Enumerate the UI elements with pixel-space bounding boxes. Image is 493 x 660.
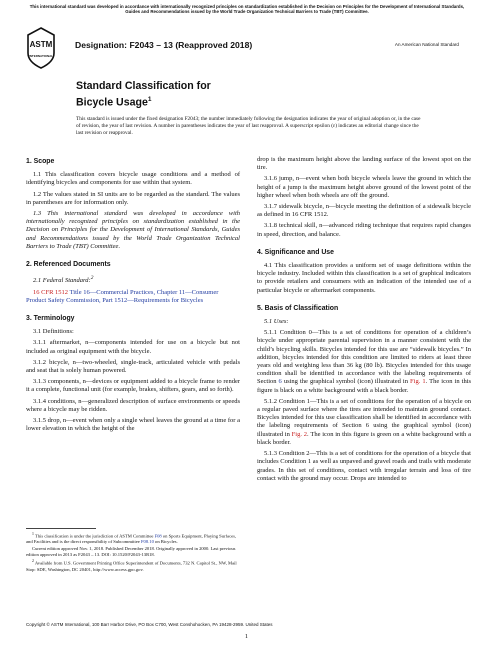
section-heading-significance: 4. Significance and Use: [257, 248, 334, 256]
footnote-link-f0810[interactable]: F08.10: [140, 539, 154, 545]
reference-link-16cfr1512[interactable]: 16 CFR 1512: [33, 288, 69, 296]
wto-notice: This international standard was developed in accordance with internationally recognized principles on standardization established in the Decision on Principles for the Development of International Standards, Guides and Recommendations issued by the World Trade Organization Technical Barriers to Trade (TBT) Committee.: [29, 4, 465, 15]
designation: [75, 40, 252, 50]
logo-subtext: INTERNATIONAL: [28, 54, 54, 58]
definition-jump: 3.1.6 jump, n—event when both bicycle wheels leave the ground in which the height of a jump is the maximum height above ground of the lowest point of the higher wheel when both wheels are off the ground.: [257, 175, 471, 199]
page-number: 1: [244, 633, 249, 640]
section-6-link[interactable]: 6: [278, 378, 282, 386]
footnote-1-text-b: on Sports Equipment, Playing Surfaces, and Facilities and is the direct responsibility of Subcommittee: [26, 533, 237, 545]
publisher-line: An American National Standard: [394, 42, 459, 47]
paragraph-4-1: 4.1 This classification provides a uniform set of usage definitions within the bicycle industry. Included within this classification is a set of graphical indicators to provide retailers and consumers with an indication of the intended use of a particular bicycle or aftermarket components.: [257, 262, 471, 294]
condition-0-text-b: using the graphical symbol (icon) illustrated in: [283, 378, 408, 386]
footnote-1-text-a: This classification is under the jurisdiction of ASTM Committee: [35, 533, 154, 539]
section-heading-scope: 1. Scope: [26, 158, 55, 165]
footnotes: [26, 532, 240, 574]
paragraph-2-1: 2.1 Federal Standard:: [33, 277, 91, 285]
condition-0-text-a: 5.1.1 Condition 0—This is a set of conditions for operation of a children’s bicycle under appropriate parental supervision in a manner consistent with the child’s bicycling skills. Bicycles intended for this use are “sidewalk bicycles.” In addition, bicycles intended for this condition are limited to riders at least three years old and weighing less than 36 kg (80 lb). Bicycles intended for this usage condition shall be identified in accordance with the labeling requirements of Section: [257, 329, 471, 386]
copyright-footer: Copyright © ASTM International, 100 Barr Harbor Drive, PO Box C700, West Conshohocken, PA 19428-2959. United States: [26, 622, 273, 627]
footnote-1: $^1$ This classification is under the jurisdiction of ASTM Committee F08 on Sports Equipment, Playing Surfaces, and Facilities and is the direct responsibility of Subcommittee F08.10 on Bicycles.: [26, 532, 237, 545]
footnote-divider: [26, 528, 96, 529]
definition-technical-skill: 3.1.8 technical skill, n—advanced riding technique that requires rapid changes in speed, direction, and balance.: [257, 222, 471, 238]
condition-1-text-a: 5.1.2 Condition 1—This is a set of conditions for the operation of a bicycle on a regular paved surface where the tires are intended to maintain ground contact. Bicycles intended for this use classification shall be identified in accordance with the labeling requirements of Section 6 using the graphical symbol (icon) illustrated in: [257, 397, 471, 438]
definition-drop-continued: drop is the maximum height above the landing surface of the lowest spot on the tire.: [257, 156, 471, 172]
designation-number: F2043 – 13: [129, 40, 173, 50]
definition-sidewalk-bicycle: 3.1.7 sidewalk bicycle, n—bicycle meeting the definition of a sidewalk bicycle as defined in 16 CFR 1512.: [257, 203, 471, 219]
condition-2: 5.1.3 Condition 2—This is a set of conditions for the operation of a bicycle that includes Condition 1 as well as unpaved and gravel roads and trails with moderate grades. In this set of conditions, contact with irregular terrain and loss of tire contact with the ground may occur. Drops are intended to: [257, 450, 471, 482]
paragraph-5-1: 5.1 Uses:: [264, 318, 289, 326]
logo-text: ASTM: [29, 40, 53, 49]
reference-title[interactable]: Title 16—Commercial Practices, Chapter 11—Consumer Product Safety Commission, Part 1512—Requirements for Bicycles: [26, 288, 219, 304]
designation-reapproved: (Reapproved 2018): [175, 40, 253, 50]
left-column: [26, 158, 240, 436]
paragraph-1-2: 1.2 The values stated in SI units are to be regarded as the standard. The values in parentheses are for information only.: [26, 190, 240, 206]
paragraph-1-3: 1.3 This international standard was developed in accordance with internationally recognized principles on standardization established in the Decision on Principles for the Development of International Standards, Guides and Recommendations issued by the World Trade Organization Technical Barriers to Trade (TBT) Committee.: [26, 210, 240, 250]
footnote-mark-2[interactable]: 2: [90, 275, 94, 282]
definition-components: 3.1.3 components, n—devices or equipment added to a bicycle frame to render it a complete, functional unit (for example, brakes, shifters, gears, and so forth).: [26, 378, 240, 394]
condition-0: [257, 329, 471, 395]
footnote-1-current-edition: Current edition approved Nov. 1, 2018. Published December 2018. Originally approved in 2000. Last previous edition approved in 2013 as F2043 – 13. DOI: 10.1520/F2043-13R18.: [26, 546, 236, 558]
definition-drop: 3.1.5 drop, n—event when only a single wheel leaves the ground at a time for a lower elevation in which the height of the: [26, 417, 240, 433]
astm-international-logo: [26, 27, 56, 69]
footnote-2: $^2$ Available from U.S. Government Printing Office Superintendent of Documents, 732 N. Capitol St., NW, Mail Stop: SDE, Washington, DC 20401, http://www.access.gpo.gov.: [26, 559, 237, 572]
title-line-2: Bicycle Usage: [76, 96, 148, 109]
designation-label: Designation:: [75, 40, 128, 50]
definition-aftermarket: 3.1.1 aftermarket, n—components intended for use on a bicycle but not included as original equipment with the bicycle.: [26, 339, 240, 355]
section-heading-basis: 5. Basis of Classification: [257, 304, 339, 312]
footnote-link-f08[interactable]: F08: [154, 533, 162, 539]
document-title: [76, 80, 211, 110]
fig-1-link[interactable]: Fig. 1: [410, 378, 426, 386]
footnote-1-text-c: on Bicycles.: [155, 539, 178, 545]
section-heading-referenced-documents: 2. Referenced Documents: [26, 261, 111, 269]
condition-0-text-c: . The icon in this figure is black on a white background with a black border.: [257, 378, 472, 394]
title-line-1: Standard Classification for: [76, 80, 211, 92]
paragraph-1-1: 1.1 This classification covers bicycle usage conditions and a method of identifying bicycles and components for use within that system.: [26, 171, 240, 187]
definition-conditions: 3.1.4 conditions, n—generalized description of surface environments or speeds where a bicycle may be ridden.: [26, 397, 240, 413]
right-column: [257, 156, 471, 486]
title-footnote-mark[interactable]: 1: [147, 96, 152, 103]
section-heading-terminology: 3. Terminology: [26, 315, 75, 322]
fig-2-link[interactable]: Fig. 2: [291, 430, 308, 438]
preface-note: This standard is issued under the fixed designation F2043; the number immediately following the designation indicates the year of original adoption or, in the case of revision, the year of last revision. A number in parentheses indicates the year of last reapproval. A superscript epsilon (ε) indicates an editorial change since the last revision or reapproval.: [76, 116, 421, 136]
footnote-2-text: Available from U.S. Government Printing Office Superintendent of Documents, 732 N. Capitol St., NW, Mail Stop: SDE, Washington, DC 20401, http://www.access.gpo.gov.: [26, 560, 237, 572]
paragraph-3-1: 3.1 Definitions:: [33, 328, 74, 336]
definition-bicycle: 3.1.2 bicycle, n—two-wheeled, single-track, articulated vehicle with pedals and seat that is solely human powered.: [26, 358, 240, 375]
condition-1: [257, 398, 471, 447]
condition-1-text-b: . The icon in this figure is green on a white background with a black border.: [257, 430, 471, 446]
